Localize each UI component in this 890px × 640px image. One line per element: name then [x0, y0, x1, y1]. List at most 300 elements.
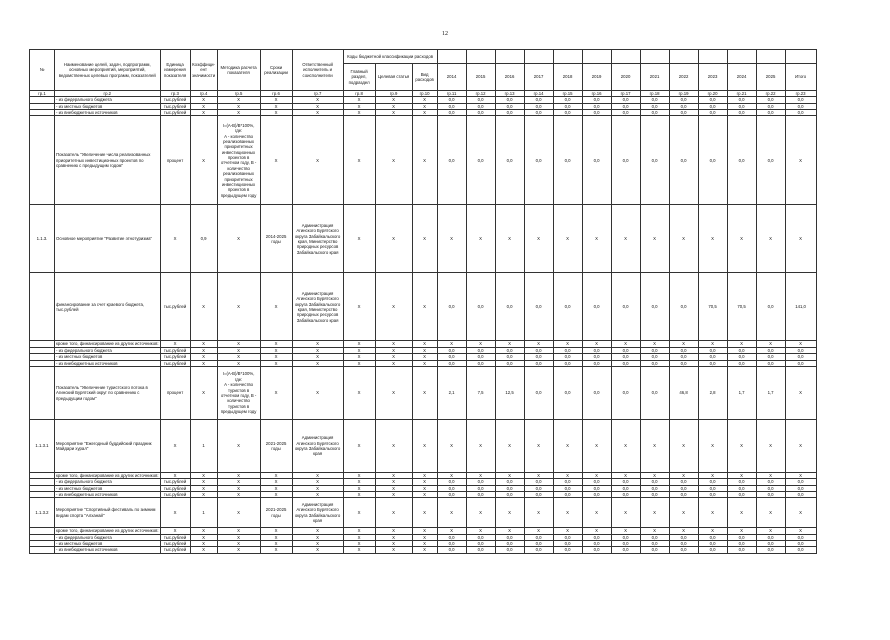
cell-value: 0,0 — [553, 485, 582, 491]
cell-coef: X — [190, 541, 217, 547]
cell-value: 0,0 — [611, 534, 640, 540]
cell-resp: X — [292, 360, 343, 366]
column-number: гр.14 — [524, 91, 553, 97]
cell-value: 0,0 — [698, 485, 727, 491]
cell-value: X — [495, 419, 524, 472]
cell-value: 0,0 — [785, 97, 816, 103]
cell-term: 2021-2025 годы — [260, 498, 292, 528]
cell-resp: X — [292, 472, 343, 478]
cell-value: X — [582, 419, 611, 472]
cell-coef: X — [190, 479, 217, 485]
cell-value: X — [553, 498, 582, 528]
cell-value: 0,0 — [669, 273, 698, 341]
cell-coef: 0,9 — [190, 205, 217, 273]
cell-coef: X — [190, 341, 217, 347]
cell-value: 0,0 — [437, 273, 466, 341]
cell-c3: X — [412, 485, 437, 491]
cell-unit: тыс.рублей — [160, 97, 190, 103]
cell-value: 0,0 — [524, 97, 553, 103]
cell-name: Основное мероприятие "Развитие этнотуризма" — [55, 205, 161, 273]
cell-unit: тыс.рублей — [160, 103, 190, 109]
cell-method: X — [217, 354, 260, 360]
cell-value: X — [466, 341, 495, 347]
column-number: гр.13 — [495, 91, 524, 97]
cell-method: I=(A-B)/B*100%, где: A - количество реализованных приоритетных инвестиционных проектов в отчетном году, B - количество реализованных приоритетных инвестиционных проектов в предыдущем году — [217, 116, 260, 205]
cell-resp: X — [292, 528, 343, 534]
column-number: гр.2 — [55, 91, 161, 97]
cell-value: 0,0 — [669, 360, 698, 366]
cell-c3: X — [412, 205, 437, 273]
cell-value: 0,0 — [785, 534, 816, 540]
cell-value: X — [698, 498, 727, 528]
cell-value: X — [785, 419, 816, 472]
cell-value: X — [553, 472, 582, 478]
cell-value: 0,0 — [495, 485, 524, 491]
cell-value: 0,0 — [727, 354, 756, 360]
cell-value: X — [495, 341, 524, 347]
cell-value: 0,0 — [437, 479, 466, 485]
cell-value: 0,0 — [727, 491, 756, 497]
cell-value: 0,0 — [669, 116, 698, 205]
column-number: гр.17 — [611, 91, 640, 97]
cell-value: X — [698, 528, 727, 534]
cell-value: 0,0 — [466, 491, 495, 497]
cell-resp: X — [292, 103, 343, 109]
cell-value: 12,5 — [495, 366, 524, 419]
cell-value: 0,0 — [756, 97, 785, 103]
cell-resp: X — [292, 116, 343, 205]
cell-coef: X — [190, 547, 217, 553]
cell-resp: X — [292, 97, 343, 103]
cell-value: 0,0 — [582, 97, 611, 103]
cell-unit: X — [160, 341, 190, 347]
cell-unit: процент — [160, 116, 190, 205]
cell-name: - из местных бюджетов — [55, 354, 161, 360]
cell-coef: X — [190, 273, 217, 341]
cell-name: - из федерального бюджета — [55, 97, 161, 103]
cell-value: 0,0 — [785, 354, 816, 360]
cell-value: 0,0 — [437, 97, 466, 103]
cell-method: X — [217, 491, 260, 497]
cell-value: X — [582, 472, 611, 478]
cell-unit: X — [160, 419, 190, 472]
cell-c3: X — [412, 528, 437, 534]
cell-method: X — [217, 419, 260, 472]
header-codes: Коды бюджетной классификации расходов — [343, 50, 437, 64]
cell-value: 0,0 — [524, 541, 553, 547]
cell-value: X — [640, 205, 669, 273]
cell-value: X — [466, 205, 495, 273]
column-number: гр.21 — [727, 91, 756, 97]
cell-value: 0,0 — [698, 541, 727, 547]
cell-unit: тыс.рублей — [160, 110, 190, 116]
header-name: Наименование целей, задач, подпрограмм, основных мероприятий, мероприятий, ведомственных целевых программ, показателей — [55, 50, 161, 91]
cell-value: 0,0 — [524, 479, 553, 485]
cell-value: X — [727, 528, 756, 534]
cell-term: 2014-2025 годы — [260, 205, 292, 273]
cell-value: X — [669, 498, 698, 528]
cell-value: 0,0 — [698, 116, 727, 205]
cell-value: 7,5 — [466, 366, 495, 419]
cell-value: 0,0 — [698, 347, 727, 353]
cell-term: X — [260, 116, 292, 205]
cell-resp: X — [292, 491, 343, 497]
cell-c1: X — [343, 341, 375, 347]
cell-value: X — [495, 498, 524, 528]
header-coef: Коэффици-ент значимости — [190, 50, 217, 91]
cell-c1: X — [343, 354, 375, 360]
cell-value: 0,0 — [437, 485, 466, 491]
cell-name: - из федерального бюджета — [55, 534, 161, 540]
cell-method: X — [217, 534, 260, 540]
header-blank — [466, 50, 495, 64]
cell-value: 0,0 — [640, 273, 669, 341]
cell-value: X — [437, 472, 466, 478]
cell-name: - из местных бюджетов — [55, 103, 161, 109]
cell-coef: X — [190, 534, 217, 540]
cell-value: 0,0 — [669, 479, 698, 485]
cell-value: X — [727, 341, 756, 347]
cell-value: 0,0 — [785, 360, 816, 366]
cell-value: X — [669, 419, 698, 472]
header-year: 2023 — [698, 64, 727, 91]
cell-value: X — [785, 366, 816, 419]
cell-value: 0,0 — [785, 541, 816, 547]
cell-value: X — [785, 528, 816, 534]
cell-method: X — [217, 205, 260, 273]
cell-value: 0,0 — [640, 541, 669, 547]
cell-value: X — [785, 205, 816, 273]
cell-value: X — [727, 472, 756, 478]
cell-name: - из внебюджетных источников — [55, 360, 161, 366]
cell-method: X — [217, 472, 260, 478]
cell-c3: X — [412, 366, 437, 419]
cell-value: 0,0 — [437, 354, 466, 360]
cell-c1: X — [343, 97, 375, 103]
cell-c3: X — [412, 360, 437, 366]
cell-term: 2021-2025 годы — [260, 419, 292, 472]
cell-name: - из федерального бюджета — [55, 347, 161, 353]
cell-value: 0,0 — [756, 491, 785, 497]
cell-value: 0,0 — [495, 103, 524, 109]
cell-term: X — [260, 479, 292, 485]
cell-c2: X — [375, 498, 412, 528]
cell-value: 0,0 — [727, 97, 756, 103]
cell-value: 0,0 — [640, 491, 669, 497]
cell-value: 0,0 — [524, 547, 553, 553]
cell-value: 0,0 — [727, 547, 756, 553]
cell-value: 0,0 — [524, 485, 553, 491]
cell-value: X — [669, 472, 698, 478]
cell-unit: тыс.рублей — [160, 547, 190, 553]
cell-c1: X — [343, 205, 375, 273]
cell-unit: тыс.рублей — [160, 491, 190, 497]
cell-value: 0,0 — [524, 366, 553, 419]
cell-term: X — [260, 366, 292, 419]
cell-value: 0,0 — [553, 534, 582, 540]
cell-value: 0,0 — [466, 354, 495, 360]
cell-unit: тыс.рублей — [160, 534, 190, 540]
column-number: гр.3 — [160, 91, 190, 97]
cell-term: X — [260, 354, 292, 360]
cell-value: X — [553, 419, 582, 472]
cell-method: X — [217, 103, 260, 109]
cell-value: X — [698, 472, 727, 478]
cell-c1: X — [343, 116, 375, 205]
column-number: гр.1 — [30, 91, 55, 97]
cell-c2: X — [375, 116, 412, 205]
cell-value: X — [727, 419, 756, 472]
cell-value: X — [785, 116, 816, 205]
cell-value: 0,0 — [640, 347, 669, 353]
cell-c2: X — [375, 347, 412, 353]
cell-value: 0,0 — [582, 479, 611, 485]
cell-method: X — [217, 498, 260, 528]
cell-resp: Администрация Агинского Бурятского округа Забайкальского края, Министерство природных ресурсов Забайкальского края — [292, 273, 343, 341]
cell-value: 0,0 — [495, 110, 524, 116]
cell-unit: X — [160, 498, 190, 528]
cell-value: X — [669, 528, 698, 534]
cell-value: 0,0 — [669, 103, 698, 109]
header-year: 2014 — [437, 64, 466, 91]
cell-value: X — [727, 498, 756, 528]
column-number: гр.6 — [260, 91, 292, 97]
column-number: гр.7 — [292, 91, 343, 97]
table-row — [30, 116, 817, 205]
cell-term: X — [260, 97, 292, 103]
cell-method: X — [217, 347, 260, 353]
cell-term: X — [260, 103, 292, 109]
cell-resp: X — [292, 479, 343, 485]
cell-n: 1.1.3.2 — [30, 498, 55, 528]
cell-value: X — [640, 341, 669, 347]
column-number: гр.11 — [437, 91, 466, 97]
cell-unit: X — [160, 205, 190, 273]
cell-coef: X — [190, 103, 217, 109]
cell-value: 0,0 — [611, 103, 640, 109]
header-year: 2024 — [727, 64, 756, 91]
cell-c1: X — [343, 360, 375, 366]
cell-value: X — [495, 528, 524, 534]
cell-value: 0,0 — [785, 103, 816, 109]
header-unit: Единица измерения показателя — [160, 50, 190, 91]
cell-c3: X — [412, 419, 437, 472]
cell-value: 0,0 — [698, 534, 727, 540]
cell-value: 0,0 — [756, 485, 785, 491]
cell-c1: X — [343, 110, 375, 116]
cell-value: X — [698, 205, 727, 273]
cell-coef: X — [190, 116, 217, 205]
cell-n — [30, 273, 55, 341]
cell-value: 0,0 — [756, 273, 785, 341]
cell-c2: X — [375, 273, 412, 341]
cell-n: 1.1.3. — [30, 205, 55, 273]
column-number: гр.4 — [190, 91, 217, 97]
cell-value: X — [756, 205, 785, 273]
cell-value: 0,0 — [756, 347, 785, 353]
table-row — [30, 205, 817, 273]
cell-resp: X — [292, 541, 343, 547]
cell-value: 0,0 — [582, 541, 611, 547]
cell-value: X — [466, 528, 495, 534]
cell-value: 0,0 — [611, 541, 640, 547]
cell-value: 0,0 — [582, 485, 611, 491]
cell-value: 0,0 — [466, 547, 495, 553]
cell-value: X — [611, 205, 640, 273]
cell-value: 0,0 — [582, 103, 611, 109]
cell-value: 0,0 — [785, 491, 816, 497]
cell-value: 0,0 — [698, 110, 727, 116]
cell-value: X — [727, 205, 756, 273]
cell-value: X — [582, 341, 611, 347]
cell-name: кроме того, финансирование из других источников: — [56, 472, 159, 478]
cell-unit: тыс.рублей — [160, 485, 190, 491]
cell-value: 0,0 — [466, 347, 495, 353]
cell-value: 0,0 — [582, 354, 611, 360]
column-number: гр.12 — [466, 91, 495, 97]
cell-value: X — [785, 472, 816, 478]
cell-coef: X — [190, 491, 217, 497]
cell-value: 0,0 — [640, 103, 669, 109]
cell-term: X — [260, 360, 292, 366]
cell-value: 2,8 — [698, 366, 727, 419]
column-number: гр.20 — [698, 91, 727, 97]
cell-value: 0,0 — [611, 116, 640, 205]
cell-value: 0,0 — [582, 347, 611, 353]
cell-value: 0,0 — [553, 116, 582, 205]
cell-value: 0,0 — [785, 110, 816, 116]
cell-value: 0,0 — [669, 347, 698, 353]
cell-value: X — [756, 341, 785, 347]
cell-unit: тыс.рублей — [160, 347, 190, 353]
cell-c3: X — [412, 541, 437, 547]
cell-value: 0,0 — [553, 103, 582, 109]
cell-value: X — [640, 498, 669, 528]
cell-method: X — [217, 97, 260, 103]
cell-c1: X — [343, 547, 375, 553]
cell-value: X — [553, 528, 582, 534]
cell-value: 0,0 — [553, 547, 582, 553]
cell-value: 1,7 — [727, 366, 756, 419]
cell-unit: X — [160, 528, 190, 534]
cell-value: X — [466, 498, 495, 528]
cell-value: 1,7 — [756, 366, 785, 419]
cell-term: X — [260, 472, 292, 478]
cell-value: 0,0 — [756, 354, 785, 360]
cell-value: 0,0 — [524, 110, 553, 116]
header-term: Сроки реализации — [260, 50, 292, 91]
header-year: 2017 — [524, 64, 553, 91]
cell-name: - из внебюджетных источников — [55, 110, 161, 116]
cell-value: 0,0 — [437, 491, 466, 497]
table-row — [30, 498, 817, 528]
cell-value: 0,0 — [727, 541, 756, 547]
cell-value: 0,0 — [437, 541, 466, 547]
cell-value: 0,0 — [495, 491, 524, 497]
cell-value: X — [698, 419, 727, 472]
cell-value: 0,0 — [553, 491, 582, 497]
cell-value: 0,0 — [727, 485, 756, 491]
cell-value: 0,0 — [756, 103, 785, 109]
cell-coef: X — [190, 354, 217, 360]
cell-name: кроме того, финансирование из других источников: — [56, 528, 159, 534]
cell-value: 0,0 — [611, 479, 640, 485]
cell-value: 0,0 — [524, 103, 553, 109]
column-number: гр.8 — [343, 91, 375, 97]
cell-value: X — [582, 528, 611, 534]
cell-value: 0,0 — [669, 110, 698, 116]
cell-value: 0,0 — [495, 347, 524, 353]
cell-value: 0,0 — [495, 116, 524, 205]
cell-coef: X — [190, 97, 217, 103]
cell-term: X — [260, 534, 292, 540]
cell-value: 0,0 — [698, 491, 727, 497]
cell-value: 0,0 — [640, 110, 669, 116]
cell-c3: X — [412, 479, 437, 485]
header-responsible: Ответственный исполнитель и соисполнители — [292, 50, 343, 91]
cell-value: 0,0 — [524, 360, 553, 366]
cell-method: X — [217, 528, 260, 534]
cell-resp: X — [292, 534, 343, 540]
cell-c2: X — [375, 354, 412, 360]
cell-value: X — [756, 528, 785, 534]
cell-method: X — [217, 360, 260, 366]
cell-value: 0,0 — [756, 360, 785, 366]
cell-term: X — [260, 347, 292, 353]
cell-resp: X — [292, 485, 343, 491]
cell-c1: X — [343, 498, 375, 528]
cell-value: 0,0 — [756, 110, 785, 116]
header-code-section: Главный раздел, подраздел — [343, 64, 375, 91]
cell-value: 0,0 — [466, 541, 495, 547]
cell-resp: Администрация Агинского Бурятского округа Забайкальского края — [292, 498, 343, 528]
cell-c1: X — [343, 528, 375, 534]
cell-value: 0,0 — [611, 491, 640, 497]
cell-value: 0,0 — [640, 479, 669, 485]
cell-value: 0,0 — [437, 110, 466, 116]
cell-value: 0,0 — [495, 547, 524, 553]
cell-c2: X — [375, 366, 412, 419]
cell-value: 0,0 — [553, 366, 582, 419]
cell-method: X — [217, 341, 260, 347]
cell-resp: Администрация Агинского Бурятского округа Забайкальского края, Министерство природных ресурсов Забайкальского края — [292, 205, 343, 273]
cell-value: 0,0 — [640, 116, 669, 205]
cell-c1: X — [343, 479, 375, 485]
cell-value: X — [756, 498, 785, 528]
cell-value: 0,0 — [669, 547, 698, 553]
cell-name: Мероприятие "Спортивный фестиваль по зимним видам спорта "Алханай" — [55, 498, 161, 528]
cell-name: Мероприятие "Ежегодный буддийский праздник Майдари хурал" — [55, 419, 161, 472]
cell-unit: X — [160, 472, 190, 478]
cell-value: X — [495, 205, 524, 273]
column-number: гр.15 — [553, 91, 582, 97]
cell-value: 0,0 — [582, 491, 611, 497]
column-number: гр.22 — [756, 91, 785, 97]
cell-value: X — [524, 341, 553, 347]
cell-method: X — [217, 547, 260, 553]
cell-name: - из внебюджетных источников — [55, 491, 161, 497]
header-year: 2018 — [553, 64, 582, 91]
cell-resp: Администрация Агинского Бурятского округа Забайкальского края — [292, 419, 343, 472]
cell-method: X — [217, 485, 260, 491]
cell-coef: X — [190, 528, 217, 534]
cell-value: 0,0 — [785, 479, 816, 485]
cell-value: 0,0 — [437, 103, 466, 109]
cell-coef: X — [190, 366, 217, 419]
cell-value: X — [437, 419, 466, 472]
cell-value: 0,0 — [669, 97, 698, 103]
cell-value: 0,0 — [785, 547, 816, 553]
